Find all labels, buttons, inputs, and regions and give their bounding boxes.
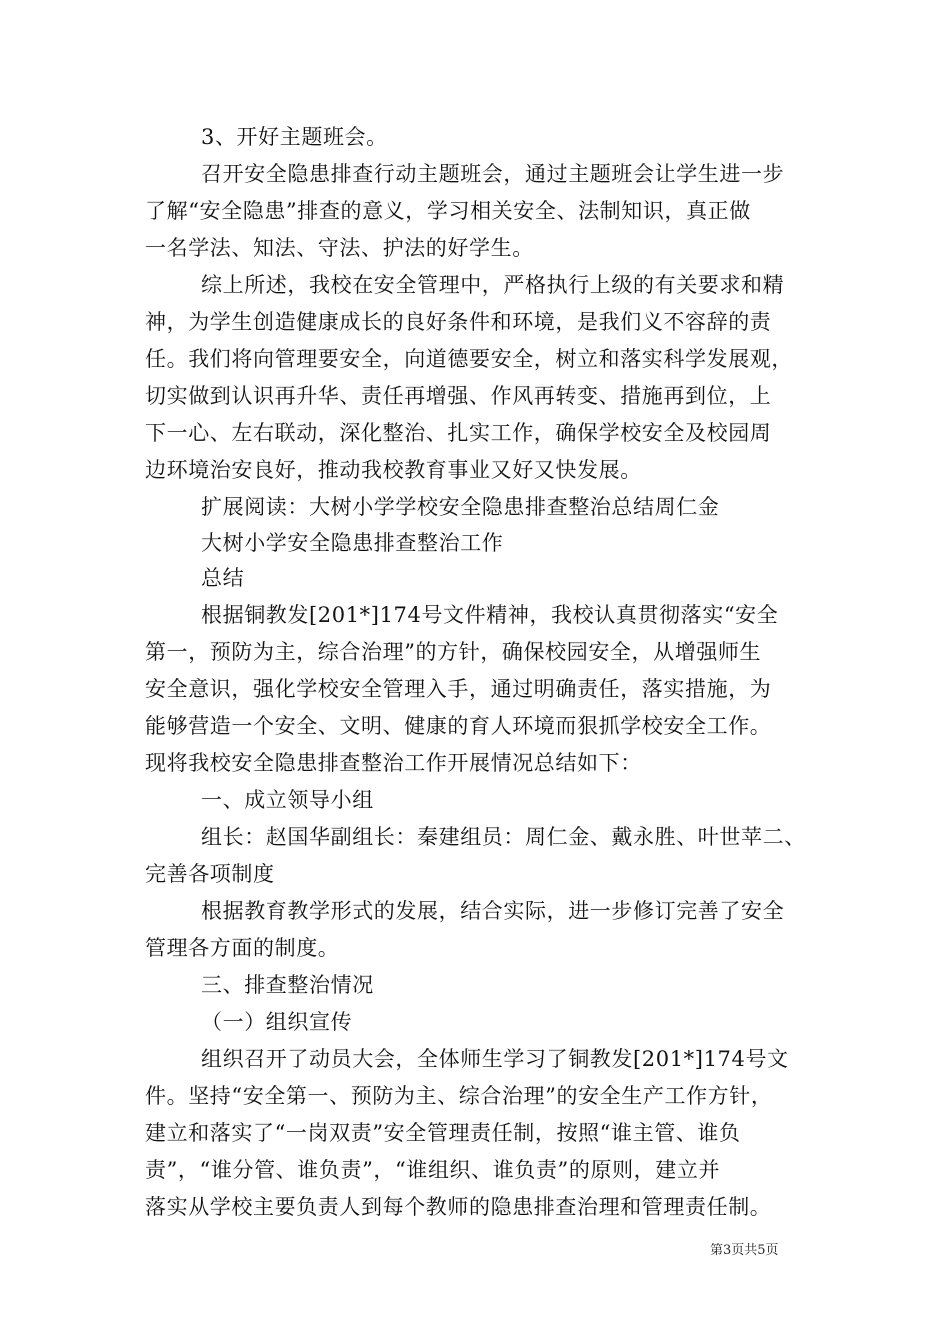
text-line: 三、排查整治情况 xyxy=(201,973,374,997)
text-line: 落实从学校主要负责人到每个教师的隐患排查治理和管理责任制。 xyxy=(145,1195,772,1219)
text-line: 任。我们将向管理要安全，向道德要安全，树立和落实科学发展观， xyxy=(145,347,793,371)
text-line: 完善各项制度 xyxy=(145,862,275,886)
text-line: 组长：赵国华副组长：秦建组员：周仁金、戴永胜、叶世苹二、 xyxy=(201,825,806,849)
text-line: 安全意识，强化学校安全管理入手，通过明确责任，落实措施，为 xyxy=(145,677,772,701)
text-line: 管理各方面的制度。 xyxy=(145,936,340,960)
text-line: 下一心、左右联动，深化整治、扎实工作，确保学校安全及校园周 xyxy=(145,421,772,445)
text-line: 了解“安全隐患”排查的意义，学习相关安全、法制知识，真正做 xyxy=(145,199,751,223)
text-line: 能够营造一个安全、文明、健康的育人环境而狠抓学校安全工作。 xyxy=(145,714,772,738)
text-line: 建立和落实了“一岗双责”安全管理责任制，按照“谁主管、谁负 xyxy=(145,1121,741,1145)
text-line: （一）组织宣传 xyxy=(201,1010,353,1034)
text-line: 切实做到认识再升华、责任再增强、作风再转变、措施再到位，上 xyxy=(145,384,772,408)
text-line: 召开安全隐患排查行动主题班会，通过主题班会让学生进一步 xyxy=(201,162,785,186)
page-number-footer: 第3页共5页 xyxy=(710,1243,779,1258)
text-line: 根据教育教学形式的发展，结合实际，进一步修订完善了安全 xyxy=(201,899,785,923)
text-line: 边环境治安良好，推动我校教育事业又好又快发展。 xyxy=(145,458,642,482)
text-line: 总结 xyxy=(201,566,245,590)
text-line: 一、成立领导小组 xyxy=(201,788,374,812)
text-line: 扩展阅读：大树小学学校安全隐患排查整治总结周仁金 xyxy=(201,495,720,519)
text-line: 一名学法、知法、守法、护法的好学生。 xyxy=(145,236,534,260)
text-line: 现将我校安全隐患排查整治工作开展情况总结如下： xyxy=(145,751,642,775)
text-line: 大树小学安全隐患排查整治工作 xyxy=(201,531,504,555)
text-line: 神，为学生创造健康成长的良好条件和环境，是我们义不容辞的责 xyxy=(145,310,772,334)
text-line: 第一，预防为主，综合治理”的方针，确保校园安全，从增强师生 xyxy=(145,640,762,664)
text-line: 综上所述，我校在安全管理中，严格执行上级的有关要求和精 xyxy=(201,273,785,297)
text-line: 根据铜教发[201*]174号文件精神，我校认真贯彻落实“安全 xyxy=(201,603,779,627)
text-line: 组织召开了动员大会，全体师生学习了铜教发[201*]174号文 xyxy=(201,1047,789,1071)
text-line: 3、开好主题班会。 xyxy=(201,125,388,149)
text-line: 责”，“谁分管、谁负责”，“谁组织、谁负责”的原则，建立并 xyxy=(145,1158,721,1182)
text-line: 件。坚持“安全第一、预防为主、综合治理”的安全生产工作方针， xyxy=(145,1084,773,1108)
